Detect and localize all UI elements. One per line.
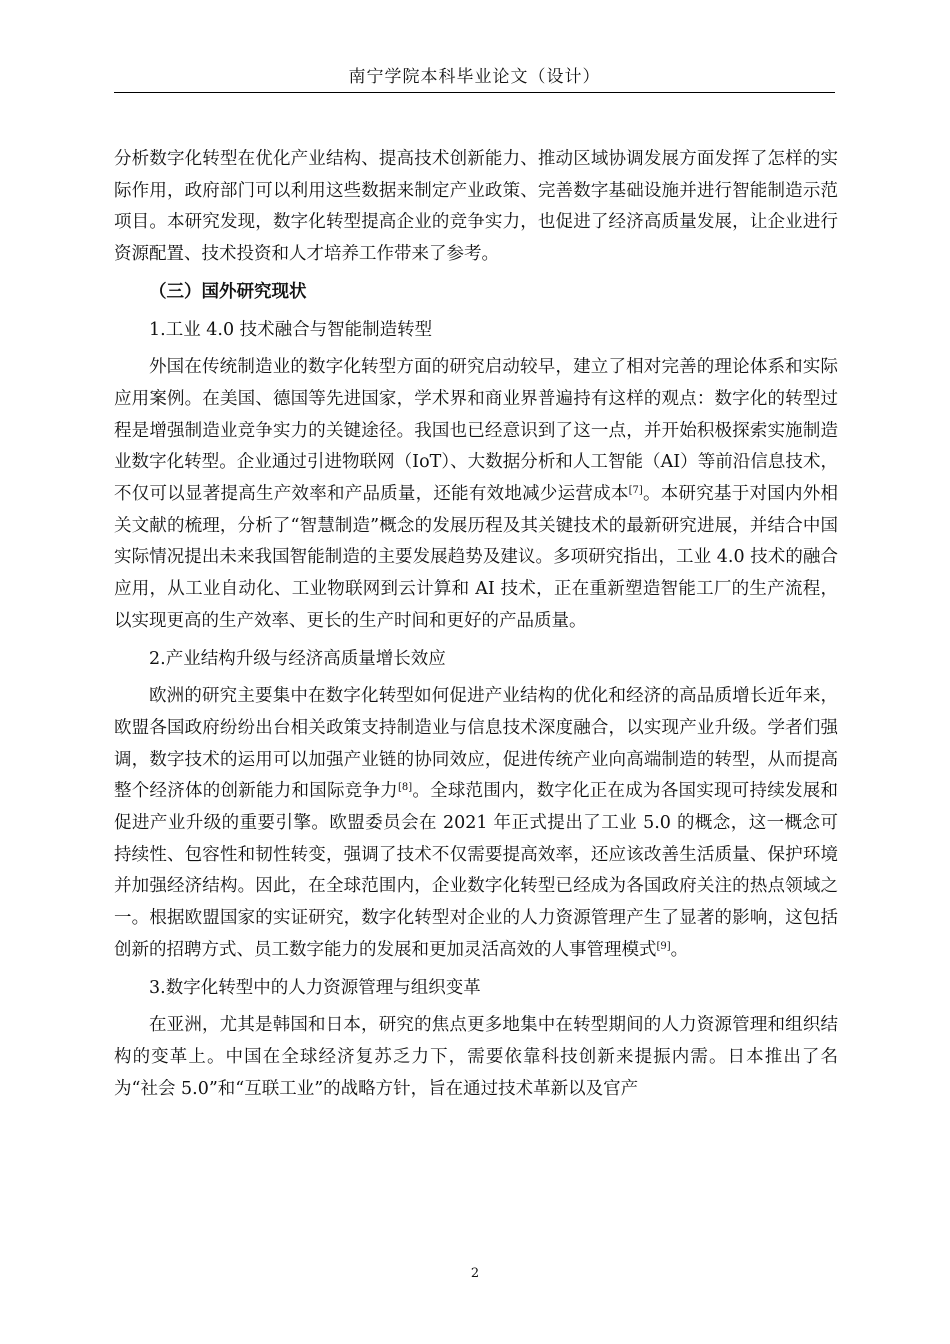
document-body	[114, 144, 838, 1105]
section-heading: （三）国外研究现状	[149, 281, 307, 302]
subsection-title-2: 2.产业结构升级与经济高质量增长效应	[149, 648, 446, 669]
subsection-paragraph-3: 在亚洲，尤其是韩国和日本，研究的焦点更多地集中在转型期间的人力资源管理和组织结构的变革上。中国在全球经济复苏乏力下，需要依靠科技创新来提振内需。日本推出了名为“社会 5.0”和“互联工业”的战略方针，旨在通过技术革新以及官产	[114, 1015, 838, 1099]
paragraph-text: 。	[670, 939, 689, 960]
paragraph-text: 。本研究基于对国内外相关文献的梳理，分析了“智慧制造”概念的发展历程及其关键技术的最新研究进展，并结合中国实际情况提出未来我国智能制造的主要发展趋势及建议。多项研究指出，工业 4.0 技术的融合应用，从工业自动化、工业物联网到云计算和 AI 技术，正在重新塑造智能工厂的生产流程，以实现更高的生产效率、更长的生产时间和更好的产品质量。	[114, 484, 838, 631]
citation-ref: [7]	[628, 485, 643, 497]
intro-paragraph: 分析数字化转型在优化产业结构、提高技术创新能力、推动区域协调发展方面发挥了怎样的实际作用，政府部门可以利用这些数据来制定产业政策、完善数字基础设施并进行智能制造示范项目。本研究发现，数字化转型提高企业的竞争实力，也促进了经济高质量发展，让企业进行资源配置、技术投资和人才培养工作带来了参考。	[114, 149, 838, 265]
citation-ref: [8]	[397, 782, 413, 794]
paragraph-text: 。全球范围内，数字化正在成为各国实现可持续发展和促进产业升级的重要引擎。欧盟委员会在 2021 年正式提出了工业 5.0 的概念，这一概念可持续性、包容性和韧性转变，强调了技术不仅需要提高效率，还应该改善生活质量、保护环境并加强经济结构。因此，在全球范围内，企业数字化转型已经成为各国政府关注的热点领域之一。根据欧盟国家的实证研究，数字化转型对企业的人力资源管理产生了显著的影响，这包括创新的招聘方式、员工数字能力的发展和更加灵活高效的人事管理模式	[114, 781, 839, 960]
paragraph-text: 欧洲的研究主要集中在数字化转型如何促进产业结构的优化和经济的高品质增长近年来，欧盟各国政府纷纷出台相关政策支持制造业与信息技术深度融合，以实现产业升级。学者们强调，数字技术的运用可以加强产业链的协同效应，促进传统产业向高端制造的转型，从而提高整个经济体的创新能力和国际竞争力	[114, 686, 838, 802]
page-number: 2	[470, 1266, 480, 1281]
subsection-title-3: 3.数字化转型中的人力资源管理与组织变革	[149, 977, 481, 998]
paragraph-text: 外国在传统制造业的数字化转型方面的研究启动较早，建立了相对完善的理论体系和实际应用案例。在美国、德国等先进国家，学术界和商业界普遍持有这样的观点：数字化的转型过程是增强制造业竞争实力的关键途径。我国也已经意识到了这一点，并开始积极探索实施制造业数字化转型。企业通过引进物联网（IoT）、大数据分析和人工智能（AI）等前沿信息技术，不仅可以显著提高生产效率和产品质量，还能有效地减少运营成本	[114, 357, 838, 505]
citation-ref: [9]	[656, 940, 671, 952]
subsection-paragraph-2	[114, 681, 838, 966]
subsection-title-1: 1.工业 4.0 技术融合与智能制造转型	[149, 319, 433, 340]
page-header-title: 南宁学院本科毕业论文（设计）	[348, 67, 601, 87]
subsection-paragraph-1	[114, 352, 838, 637]
header-divider	[114, 92, 835, 93]
